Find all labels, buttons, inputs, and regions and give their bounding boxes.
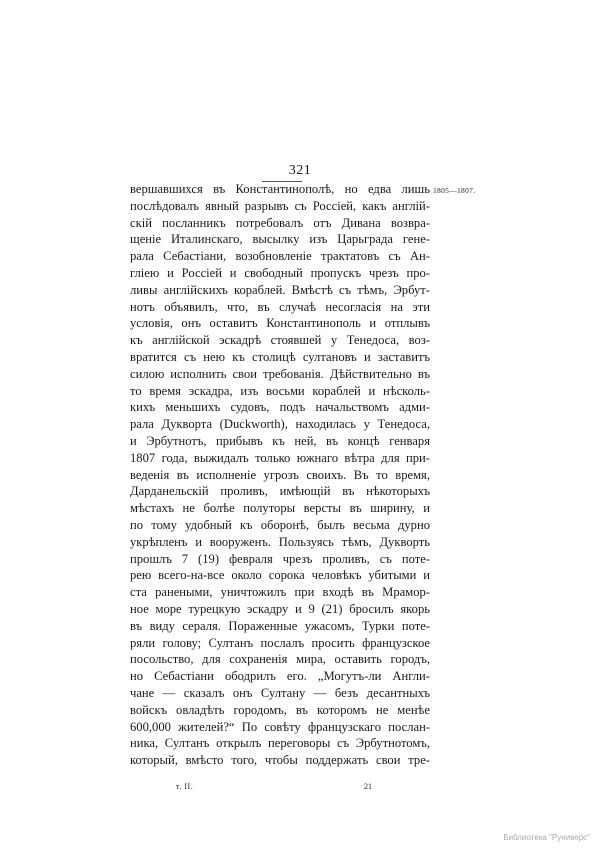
text-line: мѣстахъ не болѣе полуторы версты въ ширину, и xyxy=(130,501,430,516)
text-line: укрѣпленъ и вооруженъ. Пользуясь тѣмъ, Дукворть xyxy=(130,534,430,549)
text-line: кихъ меньшихъ судовъ, подъ начальствомъ адми- xyxy=(130,400,430,415)
volume-signature: т. II. xyxy=(176,782,194,791)
text-line: скій посланникъ потребовалъ отъ Дивана возвра- xyxy=(130,215,430,230)
text-line: веденія въ исполненіе угрозъ своихъ. Въ то время, xyxy=(130,467,430,482)
text-line: который, вмѣсто того, чтобы поддержать свои тре- xyxy=(130,753,430,768)
text-line: ника, Султанъ открылъ переговоры съ Эрбутнотомъ, xyxy=(130,736,430,751)
text-line: вратится съ нею къ столицѣ султановъ и заставитъ xyxy=(130,349,430,364)
text-line: нотъ объявилъ, что, въ случаѣ несогласія на эти xyxy=(130,299,430,314)
text-line: чане — сказалъ онъ Султану — безъ десантныхъ xyxy=(130,685,430,700)
text-line: то время эскадра, изъ восьми кораблей и нѣсколь- xyxy=(130,383,430,398)
text-line: ливы англійскихъ кораблей. Вмѣстѣ съ тѣмъ, Эрбут- xyxy=(130,282,430,297)
text-line: ста ранеными, уничтожилъ при входѣ въ Мрамор- xyxy=(130,585,430,600)
margin-date-note: 1805—1807. xyxy=(433,186,476,195)
text-line: силою исполнить свои требованія. Дѣйствительно въ xyxy=(130,366,430,381)
page-number: 321 xyxy=(288,163,312,178)
body-text xyxy=(130,181,430,769)
text-line: рала Дукворта (Duckworth), находилась у Тенедоса, xyxy=(130,417,430,432)
text-line: и Эрбутнотъ, прибывъ къ ней, въ концѣ генваря xyxy=(130,433,430,448)
text-line: по тому удобный къ оборонѣ, былъ весьма дурно xyxy=(130,517,430,532)
text-line: прошлъ 7 (19) февраля чрезъ проливъ, съ поте- xyxy=(130,551,430,566)
text-line: послѣдовалъ явный разрывъ съ Россіей, какъ англій- xyxy=(130,198,430,213)
text-line: къ англійской эскадрѣ стоявшей у Тенедоса, воз- xyxy=(130,333,430,348)
sheet-number: 21 xyxy=(364,782,372,791)
text-line: рею всего-на-все около сорока человѣкъ убитыми и xyxy=(130,568,430,583)
text-line: войскъ овладѣть городомъ, въ которомъ не менѣе xyxy=(130,702,430,717)
text-line: ное море турецкую эскадру и 9 (21) бросилъ якорь xyxy=(130,601,430,616)
text-line: рала Себастіани, возобновленіе трактатовъ съ Ан- xyxy=(130,249,430,264)
text-line: ряли голову; Султанъ послалъ просить французское xyxy=(130,635,430,650)
text-line: гліею и Россіей и свободный пропускъ чрезъ про- xyxy=(130,265,430,280)
library-watermark: Библиотека "Руниверс" xyxy=(503,833,590,842)
text-line: 1807 года, выжидалъ только южнаго вѣтра для при- xyxy=(130,450,430,465)
text-line: щеніе Италинскаго, высылку изъ Царьграда гене- xyxy=(130,232,430,247)
text-line: 600,000 жителей?“ По совѣту французскаго послан- xyxy=(130,719,430,734)
text-line: въ виду сераля. Пораженные ужасомъ, Турки поте- xyxy=(130,618,430,633)
text-line: Дарданельскій проливъ, имѣющій въ нѣкоторыхъ xyxy=(130,484,430,499)
text-line: но Себастіани ободрилъ его. „Могутъ-ли Англи- xyxy=(130,669,430,684)
text-line: посольство, для сохраненія мира, оставить городъ, xyxy=(130,652,430,667)
text-line: условія, онъ оставитъ Константинополь и отплывъ xyxy=(130,316,430,331)
text-line: вершавшихся въ Константинополѣ, но едва лишь xyxy=(130,182,430,196)
